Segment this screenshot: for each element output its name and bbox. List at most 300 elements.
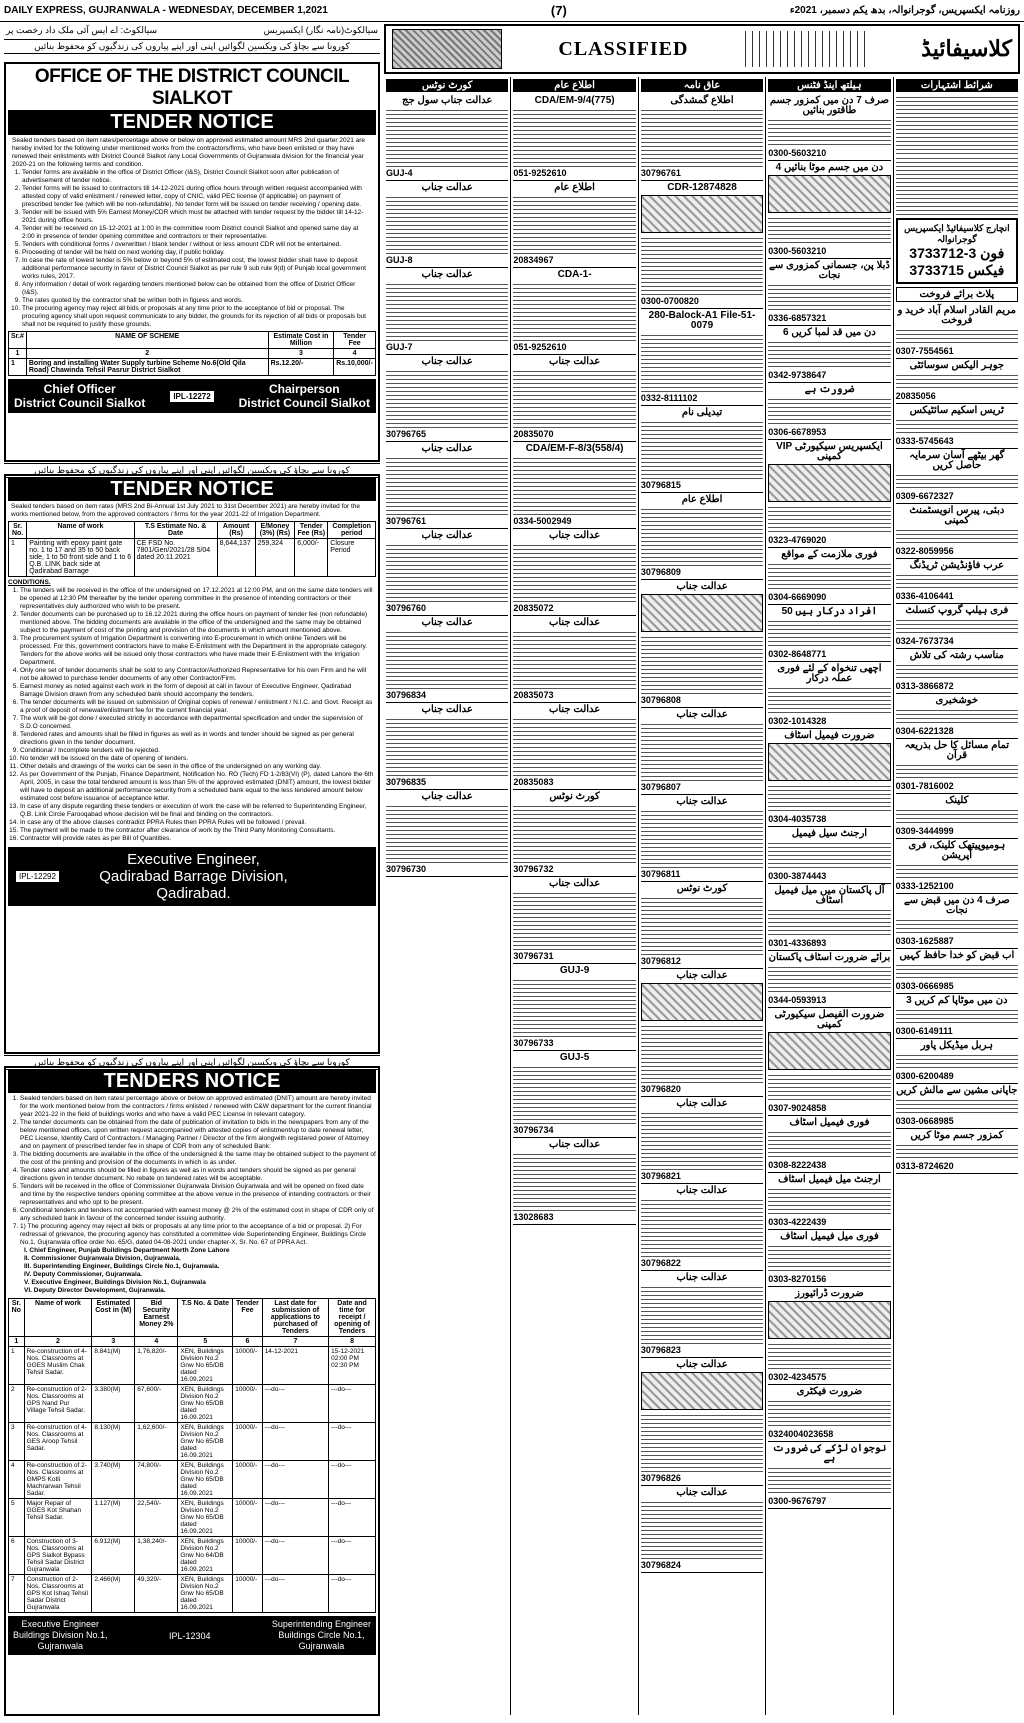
ad-text: [513, 542, 635, 602]
ad-phone: GUJ-8: [386, 255, 413, 265]
classified-ad: [896, 559, 1018, 604]
ad-text: [641, 1499, 763, 1559]
ad-text: [641, 634, 763, 694]
sig3-left-3: Gujranwala: [37, 1641, 84, 1651]
tender-item: 4. Tender rates and amounts should be filled in figures as well as in words and tenders should be signed as per general directions given in tender document. No rebate on tendered rates will be acceptable.: [20, 1167, 376, 1183]
table-cell: 6: [9, 1537, 25, 1575]
ad-phone: 0301-4336893: [768, 938, 827, 948]
ad-text: [768, 339, 890, 369]
ad-text: [768, 1398, 890, 1428]
ad-title: کمزور جسم موٹا کریں: [910, 1130, 1004, 1141]
table-row: [9, 1461, 376, 1499]
ad-phone: 20835056: [895, 391, 936, 401]
table-cell: 2.466(M): [92, 1575, 135, 1613]
classified-ad: [641, 1358, 763, 1486]
tender-notice-district-council: [4, 62, 380, 462]
table-cell: 14-12-2021: [262, 1347, 328, 1385]
classified-ad: [896, 359, 1018, 404]
ad-phone: 0304-6669090: [768, 592, 827, 602]
classified-ad: [896, 739, 1018, 794]
plots-title: پلاٹ برائے فروخت: [896, 287, 1018, 302]
contact-phone: فون 3-3733712: [909, 245, 1005, 261]
ad-title: عدالت جناب: [676, 1272, 728, 1283]
ad-text: [896, 1142, 1018, 1160]
table-header: Amount (Rs): [217, 522, 255, 539]
table-cell: XEN, Buildings Division No.2 Gnw No 65/DB dated 16.09.2021: [178, 1575, 233, 1613]
sig2-line2: Qadirabad Barrage Division,: [99, 868, 288, 885]
office-item: II. Commissioner Gujranwala Division, Gujranwala.: [24, 1255, 181, 1262]
classified-ad: [641, 406, 763, 493]
table-cell: 6.912(M): [92, 1537, 135, 1575]
ipl-code-2: IPL-12292: [16, 871, 59, 882]
table-row: [9, 1347, 376, 1385]
office-item: VI. Deputy Director Development, Gujranwala.: [24, 1287, 166, 1294]
ad-title: دبئی، پیرس انویسٹمنٹ کمپنی: [909, 505, 1005, 526]
ad-title: ارجنٹ میل فیمیل اسٹاف: [778, 1174, 881, 1185]
tender3-offices: [8, 1247, 376, 1295]
classified-ad: [896, 894, 1018, 949]
ad-text: [896, 862, 1018, 880]
ad-phone: 0303-0666985: [895, 981, 954, 991]
table-cell: 8.130(M): [92, 1423, 135, 1461]
sig3-left-1: Executive Engineer: [21, 1619, 100, 1629]
table-cell: 1: [9, 539, 27, 577]
ad-image: [641, 594, 763, 632]
classified-ad: [513, 442, 635, 529]
tenders-notice-buildings: [4, 1066, 380, 1716]
ad-text: [513, 455, 635, 515]
classified-ad: [513, 616, 635, 703]
ad-phone: 30796730: [386, 864, 427, 874]
ad-phone: 30796835: [386, 777, 427, 787]
ad-phone: 0322-8059956: [895, 546, 954, 556]
ad-title: برائے ضرورت اسٹاف پاکستان: [768, 952, 891, 963]
ad-text: [386, 542, 508, 602]
condition-item: 9. Conditional / Incomplete tenders will be rejected.: [20, 747, 376, 755]
ad-title: فری ہیلپ گروپ کنسلٹ: [905, 605, 1009, 616]
table-cell: 7: [9, 1575, 25, 1613]
condition-item: 4. Only one set of tender documents shall be sold to any Contractor/Authorized Representative for his own Firm and he will not be allowed to purchase tender documents of any other Contractor/Firm.: [20, 667, 376, 683]
classified-ad: [896, 649, 1018, 694]
ad-title: عدالت جناب: [548, 617, 601, 628]
classified-ad: [896, 504, 1018, 559]
ad-phone: 0304-4035738: [768, 814, 827, 824]
tender-item: 1. Sealed tenders based on item rates/ percentage above or below on approved estimated (DNIT) amount are hereby invited for the work mentioned below from the contractors / firms enlisted / renewed with C&W department for the current financial year 2021-22 in the field of buildings works and who have a valid PEC License in relevant category.: [20, 1095, 376, 1119]
ad-title: کلینک: [945, 795, 969, 806]
table-index: 3: [92, 1337, 135, 1347]
table-cell: Re-construction of 4-Nos. Classrooms at GGES Muslim Chak Tehsil Sadar.: [24, 1347, 92, 1385]
table-cell: 10000/-: [233, 1461, 262, 1499]
classified-ad: [641, 1271, 763, 1358]
ad-text: [641, 808, 763, 868]
ad-text: [641, 235, 763, 295]
ad-text: [896, 662, 1018, 680]
table-cell: ---do---: [262, 1499, 328, 1537]
table-cell: 10000/-: [233, 1423, 262, 1461]
ad-phone: 30796760: [386, 603, 427, 613]
classified-ad: [513, 964, 635, 1051]
ad-phone: 20835073: [513, 690, 554, 700]
ad-text: [386, 716, 508, 776]
ad-text: [641, 332, 763, 392]
terms-title: شرائط اشتہارات: [896, 79, 1018, 92]
ad-title: عدالت جناب: [421, 443, 473, 454]
table-cell: XEN, Buildings Division No.2 Gnw No 65/DB dated 16.09.2021: [178, 1347, 233, 1385]
corona-slogan-2: کورونا سے بچاؤ کی ویکسین لگوائیں اپنی اور اپنے پیاروں کی زندگیوں کو محفوظ بنائیں: [4, 463, 380, 478]
ad-phone: 0303-8270156: [768, 1274, 827, 1284]
tender-item: 7. 1) The procuring agency may reject all bids or proposals at any time prior to the acceptance of a bid or proposal. 2) For redressal of grievance, the procuring agency has constituted a committee vide Superintending Engineer, Buildings Circle No.1, Gujranwala office order No. 65/G, dated 04-08-2021 under chapter-X, Sr. No. 67 of PPRA Act.: [20, 1223, 376, 1247]
classified-ad: [896, 404, 1018, 449]
tender-intro: Sealed tenders based on item rates/percentage above or below on approved estimated amount MRS 2nd quarter 2021 are hereby invited for the following under mentioned works from the contractors/firms, who have been enlisted or they have renewed their enlistments with District Council Sialkot /any Local Governments of Gujranwala division for the financial year 2020-21 on the following terms and condition.: [12, 137, 366, 168]
ad-title: جوہر الیکس سوسائٹی: [909, 360, 1005, 371]
ad-title: 280-Balock-A1 File-51-0079: [648, 310, 756, 331]
table-cell: 10000/-: [233, 1575, 262, 1613]
table-cell: XEN, Buildings Division No.2 Gnw No 64/DB dated 16.09.2021: [178, 1537, 233, 1575]
table-cell: ---do---: [262, 1385, 328, 1423]
classified-ad: [768, 383, 890, 440]
tender-item: 2. The tender documents can be obtained from the date of publication of invitation to bids in the newspapers from any of the below mentioned offices, upon written request accompanied with attested copies of enlistment/up to date renewal letter, PEC License, Identity Card of Contractors / Managing Partner / Director of the firm alongwith registered power of Attorney and on payment of prescribed tender fee in shape of CDR from any of scheduled Bank:: [20, 1119, 376, 1151]
conditions-title: CONDITIONS.: [8, 579, 51, 586]
table-cell: ---do---: [329, 1537, 376, 1575]
table-cell: ---do---: [329, 1575, 376, 1613]
ad-text: [513, 803, 635, 863]
ad-title: ضرورت ہے: [804, 384, 855, 395]
condition-item: 11. Other details and drawings of the works can be seen in the office of the undersigned on any working day.: [20, 763, 376, 771]
ad-phone: 30796815: [640, 480, 681, 490]
classified-ad: [768, 1287, 890, 1385]
table-cell: ---do---: [262, 1575, 328, 1613]
ad-title: عدالت جناب: [676, 1098, 728, 1109]
ad-title: فوری میل فیمیل اسٹاف: [780, 1231, 879, 1242]
ad-phone: 0308-8222438: [768, 1160, 827, 1170]
classified-ad: [896, 694, 1018, 739]
condition-item: 3. The procurement system of Irrigation Department is converting into E-procurement in which online Tenders will be processed. For this, government contractors have to make E-Enlistment with the Department in the appropriate category. Tenders for the above works will be issued only those contractors who have made their E-Enlistment with the Irrigation Department.: [20, 635, 376, 667]
ad-title: اطلاع عام: [681, 494, 723, 505]
classified-ad: [768, 259, 890, 326]
ad-text: [641, 1412, 763, 1472]
masthead-left: DAILY EXPRESS, GUJRANWALA - WEDNESDAY, DECEMBER 1,2021: [4, 5, 328, 16]
ad-text: [641, 1023, 763, 1083]
ad-phone: 0344-0593913: [768, 995, 827, 1005]
table-cell: Re-construction of 2-Nos. Classrooms at GPS Nand Pur Village Tehsil Sadar.: [24, 1385, 92, 1423]
ad-phone: 0307-7554561: [895, 346, 954, 356]
ad-phone: 0336-4106441: [895, 591, 954, 601]
masthead: [0, 0, 1024, 22]
ad-phone: 0302-1014328: [768, 716, 827, 726]
ad-text: [768, 1341, 890, 1371]
ad-text: [513, 629, 635, 689]
ad-title: آل پاکستان میں میل فیمیل اسٹاف: [774, 885, 885, 906]
classified-ad: [768, 605, 890, 662]
ad-text: [513, 1151, 635, 1211]
classified-ad: [896, 949, 1018, 994]
ad-phone: GUJ-7: [386, 342, 413, 352]
table-cell: Rs.12.20/-: [268, 359, 334, 376]
ad-phone: 0324004023658: [768, 1429, 834, 1439]
table-header: Tender Fee: [334, 332, 376, 349]
classified-ad: [641, 580, 763, 708]
table-cell: 1: [9, 359, 27, 376]
table-header: Bid Security Earnest Money 2%: [135, 1299, 178, 1337]
ad-phone: 051-9252610: [513, 342, 567, 352]
classified-ad: [386, 616, 508, 703]
table-cell: XEN, Buildings Division No.2 Gnw No 65/DB dated 16.09.2021: [178, 1385, 233, 1423]
ad-title: ضرورت الفیصل سیکیورٹی کمپنی: [774, 1009, 885, 1030]
condition-item: 8. Tendered rates and amounts shall be filled in figures as well as in words and tender should be signed as per general directions given in the tender document.: [20, 731, 376, 747]
classified-ad: [768, 729, 890, 827]
ad-title: کورٹ نوٹس: [676, 883, 728, 894]
ad-phone: 30796732: [513, 864, 554, 874]
condition-item: 13. In case of any dispute regarding these tenders or execution of work the case will be referred to Superintending Engineer, Q.B. Link Circle Farooqabad whose decision will be final and binding on the contractors.: [20, 803, 376, 819]
signature-right: [239, 382, 370, 410]
sig3-left-2: Buildings Division No.1,: [13, 1630, 108, 1640]
classified-ad: [513, 355, 635, 442]
classified-ad: [386, 703, 508, 790]
ad-image: [768, 175, 890, 213]
signature-left: [14, 382, 145, 410]
ad-text: [641, 506, 763, 566]
sig3-right-3: Gujranwala: [298, 1641, 345, 1651]
ad-text: [896, 527, 1018, 545]
table-cell: 22,540/-: [135, 1499, 178, 1537]
ad-text: [641, 721, 763, 781]
classified-ad: [641, 1184, 763, 1271]
office-title: OFFICE OF THE DISTRICT COUNCIL SIALKOT: [34, 66, 350, 109]
ad-text: [641, 419, 763, 479]
condition-item: 12. As per Government of the Punjab, Finance Department, Notification No. RO (Tech) FD 1-2/83(VI) (P), dated Lahore the 6th April, 2005, in case the total tendered amount is less than 5% of the approved estimated (DNIT) amount, the lowest bidder will have to deposit an additional performance security from a scheduled bank equal to the less tendered amount below estimated cost before issuance of acceptance letter.: [20, 771, 376, 803]
table-cell: ---do---: [329, 1499, 376, 1537]
ad-phone: 0333-1252100: [895, 881, 954, 891]
table-cell: 10000/-: [233, 1385, 262, 1423]
ad-text: [896, 1097, 1018, 1115]
condition-item: 8. Any information / detail of work regarding tenders mentioned below can be obtained from the office of District Officer (I&S).: [22, 281, 372, 297]
classified-ad: [386, 529, 508, 616]
table-row: [9, 1499, 376, 1537]
table-header: Date and time for receipt / opening of Tenders: [329, 1299, 376, 1337]
classified-ad: [768, 440, 890, 548]
classified-ad: [768, 1173, 890, 1230]
tender-conditions: [12, 169, 372, 329]
ad-title: CDR-12874828: [667, 182, 737, 193]
table-cell: ---do---: [329, 1385, 376, 1423]
table-row: [9, 1575, 376, 1613]
classified-ad: [768, 548, 890, 605]
classified-ad: [641, 181, 763, 309]
table-index: 4: [135, 1337, 178, 1347]
top-news: [4, 24, 380, 37]
ad-phone: 20835072: [513, 603, 554, 613]
tender3-footer: [8, 1616, 376, 1655]
ad-phone: 30796765: [386, 429, 427, 439]
table-cell: ---do---: [262, 1461, 328, 1499]
classified-ad: [641, 795, 763, 882]
terms-text-2: [896, 155, 1018, 215]
ad-title: ہومیوپیتھک کلینک، فری آپریشن: [908, 840, 1006, 861]
ad-title: عدالت جناب: [548, 878, 601, 889]
ad-text: [768, 907, 890, 937]
ipl-code: IPL-12272: [169, 390, 214, 403]
ad-image: [768, 464, 890, 502]
ad-text: [768, 215, 890, 245]
ad-title: ہربل میڈیکل پاور: [920, 1040, 993, 1051]
classified-col-disown: [638, 77, 765, 1715]
ad-title: عدالت جناب: [421, 182, 473, 193]
ad-text: [513, 716, 635, 776]
ad-phone: 0313-8724620: [895, 1161, 954, 1171]
classified-ad: [641, 882, 763, 969]
ad-title: عدالت جناب: [421, 617, 473, 628]
classified-ad: [513, 703, 635, 790]
table-index: 8: [329, 1337, 376, 1347]
ad-phone: 0309-6672327: [895, 491, 954, 501]
condition-item: 2. Tender documents can be purchased up to 16.12.2021 during the office hours on payment of tender fee (non refundable) mentioned above. The bidding documents are available in the office of the undersigned and the same may be obtained subject to the payment of cost of the printing and provision of the documents in which amount mentioned above.: [20, 611, 376, 635]
ad-text: [386, 107, 508, 167]
condition-item: 6. Proceeding of tender will be held on next working day, if public holiday.: [22, 249, 372, 257]
ad-title: عدالت جناب: [676, 970, 728, 981]
ad-phone: 0300-6149111: [895, 1026, 953, 1036]
ad-phone: 20835083: [513, 777, 554, 787]
ad-title: تمام مسائل کا حل بذریعہ قرآن: [904, 740, 1010, 761]
ad-phone: 30796808: [640, 695, 681, 705]
ad-phone: 0302-8648771: [768, 649, 827, 659]
tender-body: [8, 135, 376, 331]
tender3-sig-left: [13, 1619, 108, 1652]
table-row: [9, 539, 376, 577]
classified-ad: [768, 662, 890, 729]
ad-title: فوری ملازمت کے مواقع: [781, 549, 878, 560]
tender-banner: TENDER NOTICE: [8, 110, 376, 135]
table-header: Tender Fee: [233, 1299, 262, 1337]
ad-title: عدالت جناب: [421, 791, 473, 802]
ad-text: [768, 840, 890, 870]
classified-ad: [641, 1097, 763, 1184]
classified-columns: [384, 77, 1020, 1715]
classified-ad: [896, 794, 1018, 839]
ad-phone: 30796761: [640, 168, 681, 178]
table-header: E/Money (3%) (Rs): [255, 522, 295, 539]
section-title: عاق نامہ: [641, 79, 763, 92]
tender-notice-irrigation: [4, 474, 380, 1054]
ad-text: [768, 964, 890, 994]
table-cell: 49,320/-: [135, 1575, 178, 1613]
classified-ad: [896, 449, 1018, 504]
top-news-left: سیالکوٹ: اے ایس آئی ملک داد رخصت پر: [6, 25, 157, 35]
corona-slogan-1: کورونا سے بچاؤ کی ویکسین لگوائیں اپنی اور اپنے پیاروں کی زندگیوں کو محفوظ بنائیں: [4, 39, 380, 54]
tender3-items: [8, 1095, 376, 1247]
ad-phone: 0324-7673734: [895, 636, 954, 646]
table-cell: 5: [9, 1499, 25, 1537]
ad-phone: 0300-5603210: [768, 246, 827, 256]
ad-text: [896, 617, 1018, 635]
table-row: [9, 1423, 376, 1461]
ad-phone: 30796824: [640, 1560, 681, 1570]
ad-title: 50 افراد درکار ہیں: [781, 606, 878, 617]
table-cell: 259,324: [255, 539, 295, 577]
table-cell: XEN, Buildings Division No.2 Gnw No 65/DB dated 16.09.2021: [178, 1461, 233, 1499]
classified-col-terms: [893, 77, 1020, 1715]
ad-title: ٹریس اسکیم سائٹیکس: [909, 405, 1004, 416]
ad-image: [641, 195, 763, 233]
ad-title: اطلاع عام: [554, 182, 595, 193]
ad-title: ضرورت فیمیل اسٹاف: [784, 730, 875, 741]
ad-phone: 30796761: [386, 516, 427, 526]
classified-ad: [896, 839, 1018, 894]
ad-title: عدالت جناب: [676, 581, 728, 592]
ad-text: [896, 327, 1018, 345]
ad-text: [641, 107, 763, 167]
table-cell: 8.841(M): [92, 1347, 135, 1385]
table-header: Completion period: [328, 522, 376, 539]
sig-left-title: Chief Officer: [43, 382, 116, 396]
ad-phone: 20835070: [513, 429, 554, 439]
condition-item: 2. Tender forms will be issued to contractors till 14-12-2021 during office hours through written request accompanied with attested copy of valid enlistment / renewed letter, copy of CNIC, valid PEC license (if applicable) on payment of prescribed tender fee (which will be non-refundable). No tender form will be issued on tender receiving / opening date.: [22, 185, 372, 209]
ad-title: CDA/EM-9/4(775): [534, 95, 615, 106]
ad-phone: 30796733: [513, 1038, 554, 1048]
table-cell: Boring and installing Water Supply turbine Scheme No.6(Old Qila Road) Chawinda Tehsil Pasrur District Sialkot: [26, 359, 268, 376]
classified-ad: [768, 1008, 890, 1116]
table-header: Sr. No: [9, 1299, 25, 1337]
table-cell: Construction of 2-Nos. Classrooms at GPS Kot Ishaq Tehsil Sadar District Gujranwala: [24, 1575, 92, 1613]
ad-title: عدالت جناب: [421, 704, 473, 715]
ad-text: [896, 1052, 1018, 1070]
sig2-line3: Qadirabad.: [156, 885, 231, 902]
office-item: III. Superintending Engineer, Buildings Circle No.1, Gujranwala.: [24, 1263, 220, 1270]
ad-title: عدالت جناب: [676, 709, 728, 720]
table-index: 5: [178, 1337, 233, 1347]
classified-ad: [768, 1116, 890, 1173]
ad-text: [768, 1186, 890, 1216]
ad-text: [768, 1465, 890, 1495]
page-number: (7): [550, 3, 567, 18]
ad-phone: 051-9252610: [513, 168, 567, 178]
section-title: اطلاع عام: [513, 79, 635, 92]
ad-text: [896, 707, 1018, 725]
table-cell: 1,76,820/-: [135, 1347, 178, 1385]
decor-graphic: [745, 31, 865, 67]
table-cell: 74,800/-: [135, 1461, 178, 1499]
table-index: 7: [262, 1337, 328, 1347]
tenders-column: [4, 24, 380, 1717]
classified-col-court: [384, 77, 510, 1715]
classified-ad: [641, 1486, 763, 1573]
classified-ad: [513, 1138, 635, 1225]
classified-ad: [513, 877, 635, 964]
ad-title: جاپانی مشین سے مالش کریں: [896, 1085, 1018, 1096]
condition-item: 6. The tender documents will be issued on submission of Original copies of renewal / enlistment / N.I.C. and Govt. Receipt as a proof of deposit of renewal/enlistment fee for the current financial year.: [20, 699, 376, 715]
ad-phone: 0333-5745643: [895, 436, 954, 446]
tender-item: 3. The bidding documents are available in the office of the undersigned & the same may be obtained subject to the payment of the cost of the printing and provision of the documents in which is as under.: [20, 1151, 376, 1167]
ad-phone: GUJ-4: [386, 168, 413, 178]
table-cell: CE FSD No. 7801/Gen/2021/28 5/04 dated 20.11.2021: [134, 539, 217, 577]
table-row: [9, 359, 376, 376]
ad-text: [768, 117, 890, 147]
ad-text: [386, 281, 508, 341]
ad-phone: 30796821: [640, 1171, 681, 1181]
table-index: 1: [9, 349, 27, 359]
sig2-line1: Executive Engineer,: [127, 851, 260, 868]
classified-col-health: [765, 77, 892, 1715]
classified-ad: [896, 1129, 1018, 1174]
table-header: Name of work: [24, 1299, 92, 1337]
tender-item: 6. Conditional tenders and tenders not accompanied with earnest money @ 2% of the estimated cost in shape of CDR only of any scheduled bank in favour of the concerned tender issuing authority.: [20, 1207, 376, 1223]
ad-text: [768, 561, 890, 591]
table-cell: XEN, Buildings Division No.2 Gnw No 65/DB dated 16.09.2021: [178, 1499, 233, 1537]
ad-text: [386, 368, 508, 428]
tender2-intro: Sealed tenders based on item rates (MRS 2nd Bi-Annual 1st July 2021 to 31st December 2021) are hereby invited for the works mentioned below, from the approved contractors / firms for the year 2021-22 of Irrigation Department.: [11, 503, 361, 518]
condition-item: 16. Contractor will provide rates as per Bill of Quantities.: [20, 835, 376, 843]
ad-phone: 0302-4234575: [768, 1372, 827, 1382]
ad-phone: 0300-9676797: [768, 1496, 827, 1506]
